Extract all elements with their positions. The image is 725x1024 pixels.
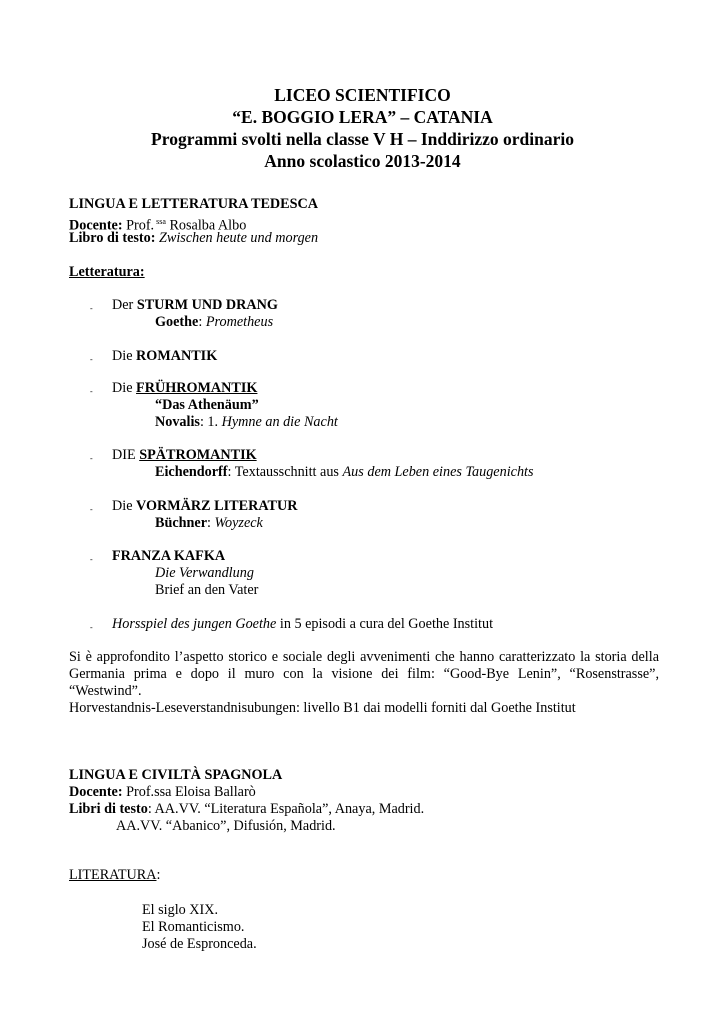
list-item: FRANZA KAFKA [112,548,226,564]
list-item [112,380,257,397]
bullet-marker: - [90,355,93,364]
author: Goethe [155,314,199,330]
item-prefix: Die [112,498,137,514]
textbooks-label: Libri di testo [69,801,148,817]
bullet-marker: - [90,387,93,396]
bullet-marker: - [90,555,93,564]
author: Novalis [155,414,200,430]
item-prefix: Die [112,348,137,364]
work-title: Hymne an die Nacht [221,414,338,430]
list-subitem [155,515,263,532]
programs-title: Programmi svolti nella classe V H – Inddirizzo ordinario [151,129,574,149]
bullet-marker: - [90,454,93,463]
item-prefix: Die [112,380,137,396]
list-item [112,297,278,314]
separator: : Textausschnitt aus [227,464,343,480]
item-title: FRÜHROMANTIK [136,380,258,396]
bullet-marker: - [90,304,93,313]
item-title: SPÄTROMANTIK [139,447,257,463]
list-subitem: Die Verwandlung [155,565,254,581]
textbook-title: Zwischen heute und morgen [155,230,319,246]
teacher-sup: ssa [154,217,166,226]
list-subitem [155,464,534,481]
list-item [112,616,493,633]
list-item [112,498,297,515]
list-subitem [155,314,273,331]
teacher-name: Prof.ssa Eloisa Ballarò [122,784,256,800]
section-colon: : [156,867,161,883]
spanish-subject-heading: LINGUA E CIVILTÀ SPAGNOLA [69,767,283,783]
german-notes-paragraph: Si è approfondito l’aspetto storico e sociale degli avvenimenti che hanno caratterizzato la storia della Germania prima e dopo il muro con la visione dei film: “Good-Bye Lenin”, “Rosenstrasse”, “Westwind”. [69,649,659,699]
bullet-marker: - [90,623,93,632]
item-text: in 5 episodi a cura del Goethe Institut [276,616,494,632]
topic-item: El siglo XIX. [142,902,219,918]
teacher-name: Rosalba Albo [165,217,247,234]
textbooks-line1: : AA.VV. “Literatura Española”, Anaya, Madrid. [147,801,425,817]
teacher-label: Docente: [69,784,123,800]
spanish-textbooks-line2: AA.VV. “Abanico”, Difusión, Madrid. [116,818,336,834]
section-title: LITERATURA [69,867,157,883]
german-subject-heading: LINGUA E LETTERATURA TEDESCA [69,196,319,212]
school-year: Anno scolastico 2013-2014 [264,151,461,171]
separator: : 1. [199,414,222,430]
german-listening-note: Horvestandnis-Leseverstandnisubungen: livello B1 dai modelli forniti dal Goethe Institut [69,700,576,716]
work-title: Horsspiel des jungen Goethe [112,616,277,632]
item-title: STURM UND DRANG [136,297,278,313]
teacher-prefix: Prof. [122,217,155,234]
separator: : [207,515,215,531]
work-title: Woyzeck [214,515,263,531]
item-prefix: Der [112,297,137,313]
school-name: LICEO SCIENTIFICO [274,85,451,105]
list-subitem: “Das Athenäum” [155,397,259,413]
author: Büchner [155,515,208,531]
spanish-teacher [69,784,256,801]
author: Eichendorff [155,464,228,480]
item-prefix: DIE [112,447,140,463]
school-full-name: “E. BOGGIO LERA” – CATANIA [232,107,493,127]
bullet-marker: - [90,505,93,514]
german-textbook [69,230,318,247]
textbook-label: Libro di testo: [69,230,156,246]
work-title: Aus dem Leben eines Taugenichts [342,464,534,480]
item-title: ROMANTIK [136,348,218,364]
list-subitem [155,414,338,431]
spanish-textbooks [69,801,424,818]
literature-section-heading: Letteratura: [69,264,145,280]
teacher-label: Docente: [69,217,123,234]
item-title: VORMÄRZ LITERATUR [136,498,298,514]
list-subitem: Brief an den Vater [155,582,259,598]
work-title: Prometheus [205,314,274,330]
topic-item: José de Espronceda. [142,936,257,952]
spanish-literature-heading [69,867,160,884]
topic-item: El Romanticismo. [142,919,245,935]
list-item [112,447,257,464]
separator: : [198,314,206,330]
list-item [112,348,217,365]
